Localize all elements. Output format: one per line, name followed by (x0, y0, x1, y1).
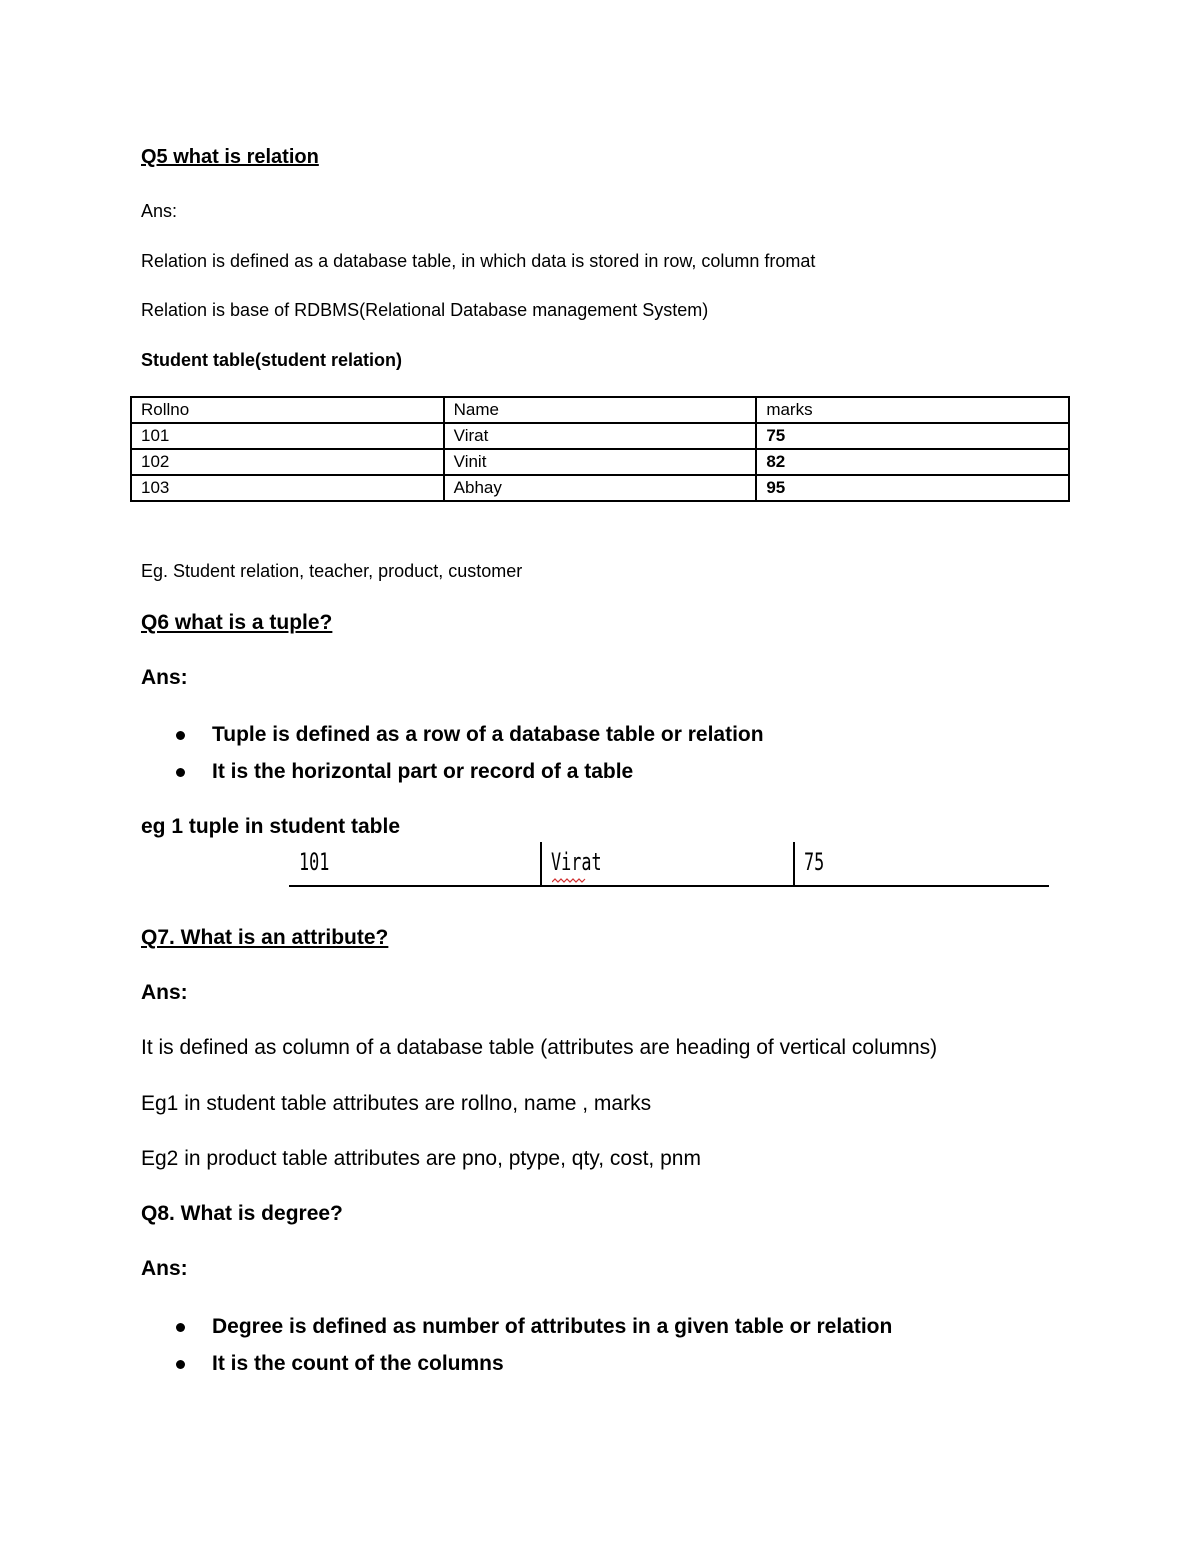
table-header-row (131, 397, 1069, 423)
list-item (170, 1350, 892, 1387)
table-row (131, 475, 1069, 501)
q7-eg2: Eg2 in product table attributes are pno, ptype, qty, cost, pnm (141, 1147, 701, 1170)
q7-eg1: Eg1 in student table attributes are rollno, name , marks (141, 1092, 652, 1115)
table-header-cell: marks (756, 397, 1069, 423)
table-cell: 102 (131, 449, 444, 475)
table-row (131, 449, 1069, 475)
q8-ans-label: Ans: (141, 1257, 188, 1280)
table-header-cell: Name (444, 397, 757, 423)
q5-example: Eg. Student relation, teacher, product, customer (141, 561, 523, 581)
list-item (170, 1313, 892, 1350)
spellcheck-squiggle-icon (552, 878, 586, 883)
q8-heading: Q8. What is degree? (141, 1202, 343, 1225)
bullet-icon (176, 768, 185, 777)
table-cell: 103 (131, 475, 444, 501)
q7-ans-label: Ans: (141, 981, 188, 1004)
list-item (170, 758, 764, 795)
list-item-text: Tuple is defined as a row of a database table or relation (212, 723, 764, 746)
table-cell: Vinit (444, 449, 757, 475)
table-cell: Virat (444, 423, 757, 449)
q5-heading: Q5 what is relation (141, 146, 319, 168)
table-cell: 95 (756, 475, 1069, 501)
q5-table-caption: Student table(student relation) (141, 350, 402, 370)
q6-example-label: eg 1 tuple in student table (141, 815, 401, 838)
student-table (130, 396, 1070, 502)
table-header-cell: Rollno (131, 397, 444, 423)
q5-ans-label: Ans: (141, 201, 178, 221)
list-item-text: Degree is defined as number of attributes in a given table or relation (212, 1315, 893, 1338)
table-cell: Abhay (444, 475, 757, 501)
tuple-cell: 101 (299, 848, 330, 876)
list-item-text: It is the horizontal part or record of a table (212, 760, 634, 783)
q6-ans-label: Ans: (141, 666, 188, 689)
q6-heading: Q6 what is a tuple? (141, 611, 333, 634)
table-row (131, 423, 1069, 449)
q8-bullet-list (170, 1313, 892, 1387)
tuple-divider (540, 842, 542, 885)
list-item-text: It is the count of the columns (212, 1352, 504, 1375)
tuple-cell: 75 (804, 848, 825, 876)
table-cell: 75 (756, 423, 1069, 449)
tuple-divider (793, 842, 795, 885)
list-item (170, 721, 764, 758)
tuple-example-strip (289, 842, 1049, 887)
q7-heading: Q7. What is an attribute? (141, 926, 389, 949)
bullet-icon (176, 731, 185, 740)
q6-bullet-list (170, 721, 764, 795)
q5-line1: Relation is defined as a database table, in which data is stored in row, column fromat (141, 251, 816, 271)
q5-line2: Relation is base of RDBMS(Relational Database management System) (141, 300, 709, 320)
table-cell: 101 (131, 423, 444, 449)
q7-line1: It is defined as column of a database table (attributes are heading of vertical columns) (141, 1036, 938, 1059)
tuple-cell: Virat (551, 848, 602, 876)
bullet-icon (176, 1360, 185, 1369)
table-cell: 82 (756, 449, 1069, 475)
bullet-icon (176, 1323, 185, 1332)
